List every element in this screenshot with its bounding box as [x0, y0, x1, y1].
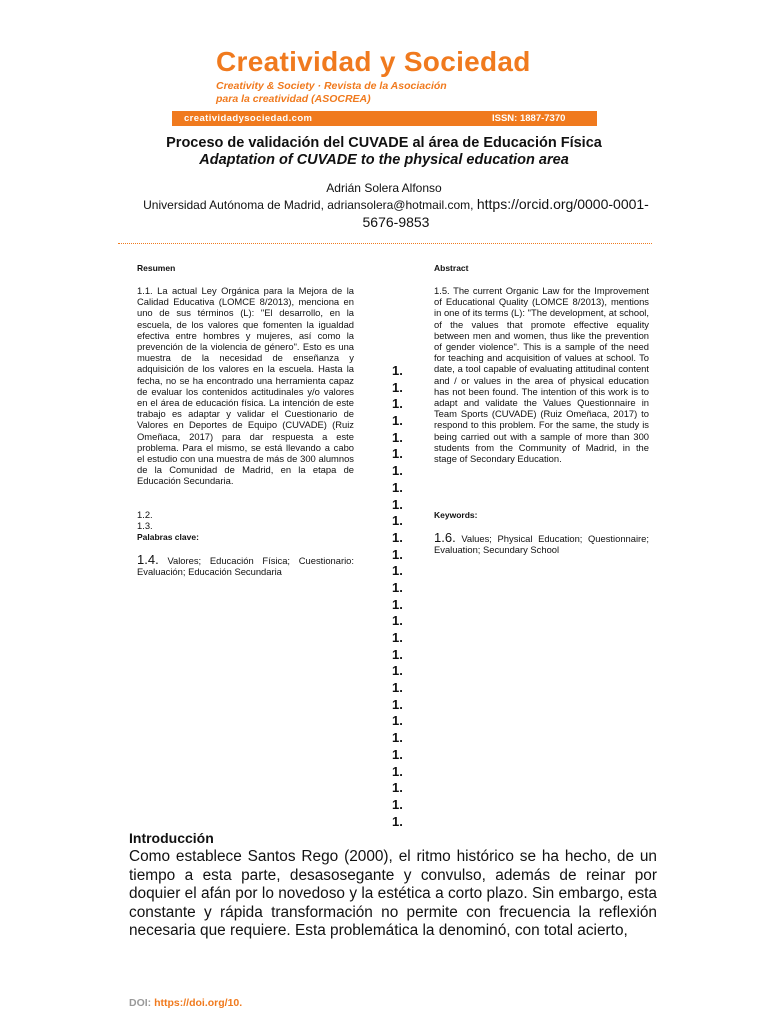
affiliation-text: Universidad Autónoma de Madrid, adriansolera@hotmail.com,	[143, 198, 474, 212]
numbering-item: 1.	[392, 796, 403, 812]
numbering-item: 1.	[392, 763, 403, 779]
numbering-item: 1.	[392, 630, 403, 645]
numbering-item: 1.	[392, 579, 403, 595]
numbering-item: 1.	[392, 680, 403, 696]
numbering-item: 1.	[392, 646, 403, 662]
numbering-item: 1.	[392, 563, 403, 579]
numbering-item: 1.	[392, 596, 403, 612]
numbering-item: 1.	[392, 396, 403, 412]
journal-issn: ISSN: 1887-7370	[492, 113, 566, 124]
author-affiliation	[136, 196, 656, 232]
numbering-item: 1.	[392, 496, 403, 512]
keywords-heading: Keywords:	[434, 510, 478, 520]
palabras-clave	[137, 554, 354, 577]
palabras-clave-text: Valores; Educación Física; Cuestionario: Evaluación; Educación Secundaria	[137, 555, 354, 578]
introduction-heading: Introducción	[129, 830, 214, 846]
orcid-link[interactable]: https://orcid.org/0000-0001-5676-9853	[362, 196, 649, 230]
palabras-clave-number: 1.4.	[137, 552, 159, 567]
journal-title: Creatividad y Sociedad	[216, 46, 531, 77]
numbering-item: 1.	[392, 463, 403, 479]
resumen-body: 1.1. La actual Ley Orgánica para la Mejora de la Calidad Educativa (LOMCE 8/2013), menciona en uno de sus términos (L): "El desarrollo, en la escuela, de los valores que fomenten la igualdad efectiva entre hombres y mujeres, así como la prevención de la violencia de género". Esto es una muestra de la necesidad de enseñanza y adquisición de los valores en la escuela. Hasta la fecha, no se ha encontrado una herramienta capaz de evaluar los contenidos actitudinales y/o valores en el área de educación física. La intención de este trabajo es adaptar y validar el Cuestionario de Valores en Deportes de Equipo (CUVADE) (Ruiz Omeñaca, 2017) para dar respuesta a este problema. Para el mismo, se está llevando a cabo el estudio con una muestra de más de 300 alumnos de la Comunidad de Madrid, en la etapa de Educación Secundaria.	[137, 285, 354, 487]
journal-subtitle-line1: Creativity & Society · Revista de la Asociación	[216, 80, 447, 92]
numbering-item: 1.	[392, 479, 403, 495]
abstract-heading: Abstract	[434, 263, 469, 273]
journal-subtitle	[216, 80, 447, 106]
resumen-heading: Resumen	[137, 263, 176, 273]
numbering-item: 1.	[392, 696, 403, 712]
numbering-item: 1.	[392, 413, 403, 429]
introduction-body: Como establece Santos Rego (2000), el ritmo histórico se ha hecho, de un tiempo a esta parte, desasosegante y convulso, además de reinar por doquier el afán por lo novedoso y la estética a corto plazo. Sin embargo, esta constante y rápida transformación no permite con frecuencia la reflexión necesaria que requiere. Esta problemática la denominó, con total acierto,	[129, 848, 657, 939]
numbering-item: 1.	[392, 780, 403, 796]
journal-website-link[interactable]: creatividadysociedad.com	[184, 113, 313, 124]
doi-footer	[129, 997, 242, 1009]
divider	[118, 243, 652, 244]
numbering-item: 1.	[392, 379, 403, 395]
resumen-item-1-3: 1.3.	[137, 520, 153, 531]
numbering-item: 1.	[392, 446, 403, 462]
numbering-item: 1.	[392, 663, 403, 679]
abstract-body: 1.5. The current Organic Law for the Improvement of Educational Quality (LOMCE 8/2013), mentions in one of its terms (L): "The development, at school, of the values that promote effective equality between men and women, thus like the prevention of gender violence". This is a sample of the need for teaching and acquisition of values at school. To date, a tool capable of evaluating attitudinal content and / or values in the area of physical education has not been found. The intention of this work is to adapt and validate the Values Questionnaire in Team Sports (CUVADE) (Ruiz Omeñaca, 2017) to respond to this problem. For the same, the study is being carried out with a sample of more than 300 students from the Community of Madrid, in the stage of Secondary Education.	[434, 285, 649, 465]
keywords-text: Values; Physical Education; Questionnaire; Evaluation; Secundary School	[434, 533, 649, 556]
keywords	[434, 532, 649, 555]
numbering-item: 1.	[392, 713, 403, 729]
article-title-en: Adaptation of CUVADE to the physical education area	[199, 152, 569, 168]
numbering-item: 1.	[392, 529, 403, 545]
numbering-item: 1.	[392, 730, 403, 746]
numbering-column	[392, 363, 403, 830]
numbering-item: 1.	[392, 813, 403, 829]
numbering-item: 1.	[392, 513, 403, 529]
journal-subtitle-line2: para la creatividad (ASOCREA)	[216, 93, 371, 105]
doi-link[interactable]: https://doi.org/10.	[154, 997, 243, 1009]
numbering-item: 1.	[392, 746, 403, 762]
doi-label: DOI:	[129, 997, 152, 1009]
keywords-number: 1.6.	[434, 530, 456, 545]
article-author: Adrián Solera Alfonso	[326, 181, 442, 195]
palabras-clave-heading: Palabras clave:	[137, 532, 199, 542]
numbering-item: 1.	[392, 546, 403, 562]
numbering-item: 1.	[392, 429, 403, 445]
numbering-item: 1.	[392, 363, 403, 378]
resumen-item-1-2: 1.2.	[137, 509, 153, 520]
numbering-item: 1.	[392, 613, 403, 629]
article-title-es: Proceso de validación del CUVADE al área de Educación Física	[166, 135, 602, 151]
